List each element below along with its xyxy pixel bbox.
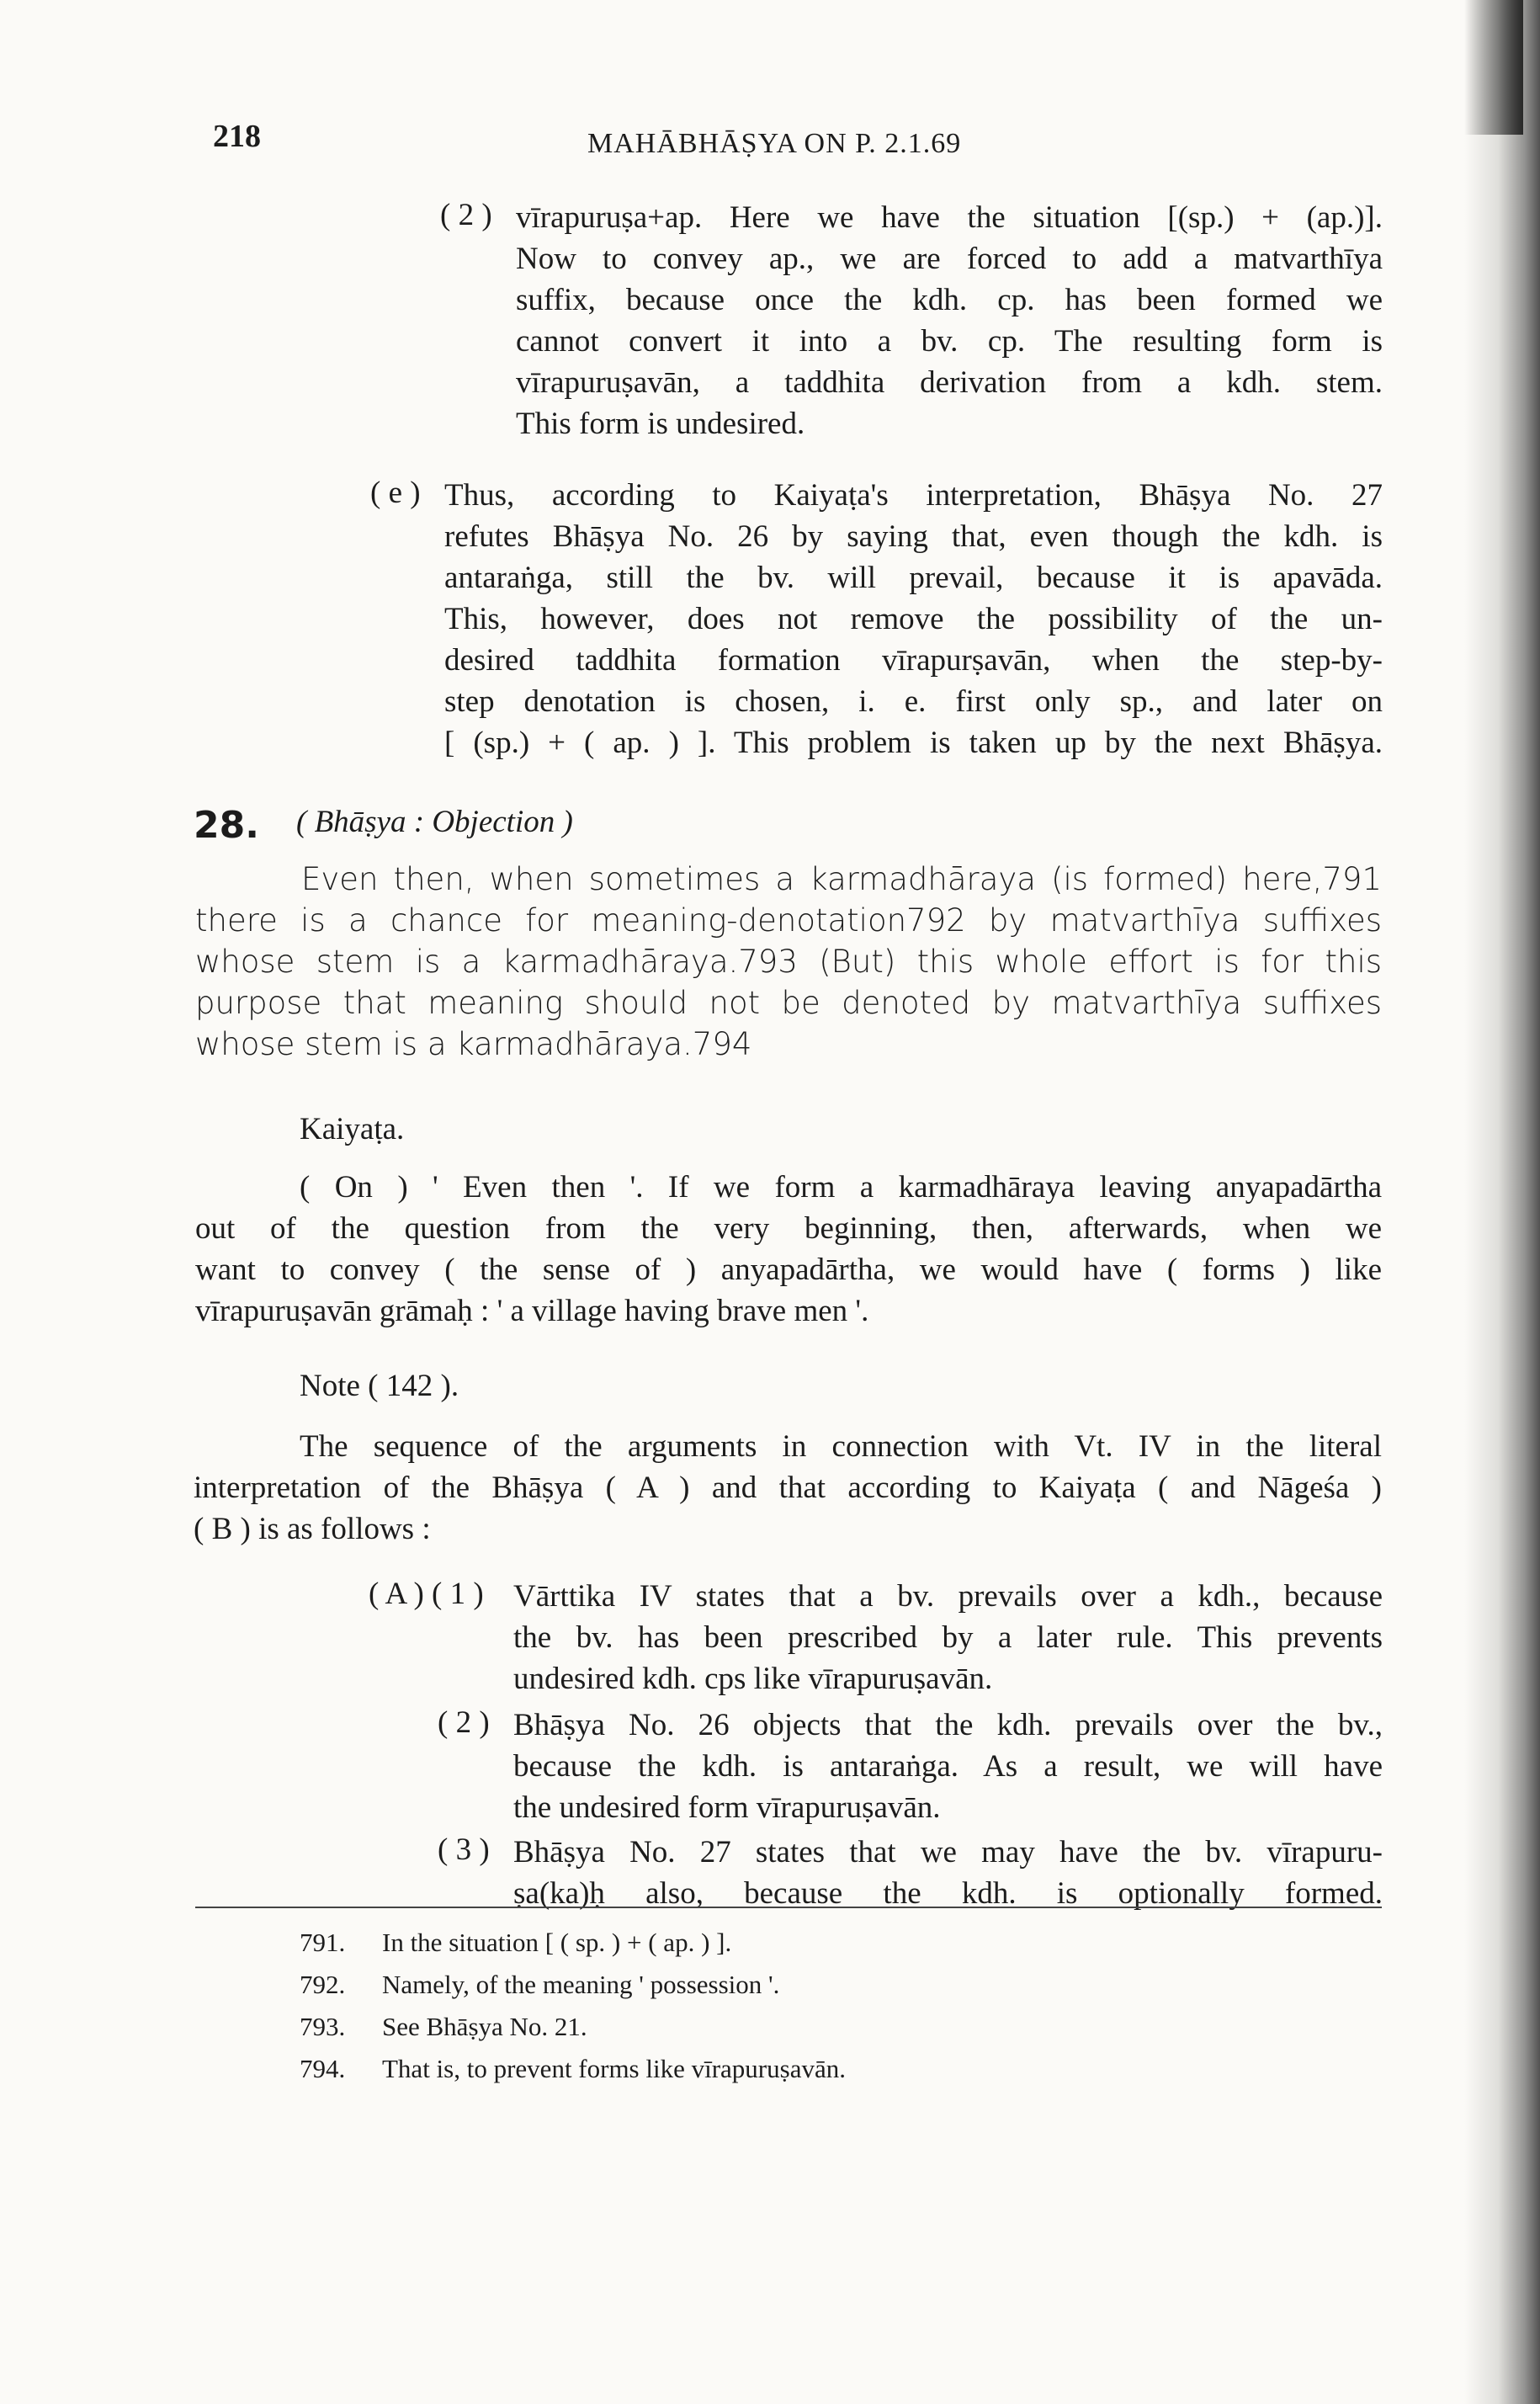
footnote-text: See Bhāṣya No. 21. — [382, 2012, 587, 2041]
section-number: 28. — [194, 804, 259, 847]
footnote-text: In the situation [ ( sp. ) + ( ap. ) ]. — [382, 1928, 732, 1957]
text-line: This form is undesired. — [516, 407, 805, 441]
case-e-text — [444, 475, 1383, 763]
footnote-text: That is, to prevent forms like vīrapuruṣavān. — [382, 2054, 846, 2083]
text-line: ( On ) ' Even then '. If we form a karmadhāraya leaving anyapadārtha — [300, 1170, 1382, 1205]
text-line: want to convey ( the sense of ) anyapadārtha, we would have ( forms ) like — [195, 1253, 1382, 1287]
section-title: ( Bhāṣya : Objection ) — [296, 805, 573, 839]
kaiyata-text — [195, 1167, 1382, 1332]
case-2-label: ( 2 ) — [440, 198, 492, 232]
list-a-item-2-label: ( 2 ) — [438, 1705, 490, 1740]
text-line: Vārttika IV states that a bv. prevails over a kdh., because — [513, 1579, 1383, 1614]
text-line: vīrapuruṣavān grāmaḥ : ' a village having brave men '. — [195, 1294, 869, 1328]
case-e-label: ( e ) — [370, 476, 421, 510]
footnote-number: 792. — [300, 1970, 346, 1999]
text-line: interpretation of the Bhāṣya ( A ) and that according to Kaiyaṭa ( and Nāgeśa ) — [194, 1471, 1382, 1505]
text-line: the undesired form vīrapuruṣavān. — [513, 1790, 941, 1825]
footnote-text: Namely, of the meaning ' possession '. — [382, 1970, 780, 1999]
list-a-item-1 — [513, 1576, 1383, 1699]
footnote-number: 793. — [300, 2012, 346, 2041]
text-line: whose stem is a karmadhāraya.794 — [195, 1026, 752, 1062]
text-line: Bhāṣya No. 26 objects that the kdh. prevails over the bv., — [513, 1708, 1383, 1742]
page-edge-shadow-top — [1464, 0, 1523, 135]
page-edge-shadow — [1464, 0, 1540, 2404]
running-head: MAHĀBHĀṢYA ON P. 2.1.69 — [587, 128, 962, 159]
text-line: This, however, does not remove the possibility of the un- — [444, 602, 1383, 636]
text-line: there is a chance for meaning-denotation792 by matvarthīya suffixes — [195, 902, 1382, 939]
text-line: [ (sp.) + ( ap. ) ]. This problem is taken up by the next Bhāṣya. — [444, 726, 1383, 760]
text-line: Thus, according to Kaiyaṭa's interpretation, Bhāṣya No. 27 — [444, 478, 1383, 513]
list-a-item-3-label: ( 3 ) — [438, 1832, 490, 1867]
text-line: because the kdh. is antaraṅga. As a result, we will have — [513, 1749, 1383, 1784]
text-line: ṣa(ka)ḥ also, because the kdh. is optionally formed. — [513, 1876, 1383, 1911]
list-a-label: ( A ) ( 1 ) — [369, 1577, 484, 1611]
text-line: antaraṅga, still the bv. will prevail, because it is apavāda. — [444, 561, 1383, 595]
note-text — [194, 1426, 1382, 1550]
case-2-text — [516, 197, 1383, 444]
text-line: refutes Bhāṣya No. 26 by saying that, even though the kdh. is — [444, 519, 1383, 554]
note-heading: Note ( 142 ). — [300, 1369, 459, 1403]
text-line: vīrapuruṣa+ap. Here we have the situation [(sp.) + (ap.)]. — [516, 200, 1383, 235]
footnote-rule — [195, 1907, 1382, 1908]
page-number: 218 — [213, 119, 261, 154]
text-line: Now to convey ap., we are forced to add a matvarthīya — [516, 242, 1383, 276]
text-line: undesired kdh. cps like vīrapuruṣavān. — [513, 1662, 993, 1696]
text-line: The sequence of the arguments in connection with Vt. IV in the literal — [300, 1429, 1382, 1464]
text-line: cannot convert it into a bv. cp. The resulting form is — [516, 324, 1383, 359]
text-line: desired taddhita formation vīrapurṣavān, when the step-by- — [444, 643, 1383, 678]
text-line: ( B ) is as follows : — [194, 1512, 431, 1546]
list-a-item-3 — [513, 1832, 1383, 1914]
kaiyata-heading: Kaiyaṭa. — [300, 1112, 405, 1146]
text-line: purpose that meaning should not be denoted by matvarthīya suffixes — [195, 985, 1382, 1021]
text-line: suffix, because once the kdh. cp. has been formed we — [516, 283, 1383, 317]
footnote-number: 791. — [300, 1928, 346, 1957]
section-28-text — [195, 859, 1382, 1065]
text-line: Even then, when sometimes a karmadhāraya (is formed) here,791 — [301, 861, 1382, 897]
text-line: out of the question from the very beginning, then, afterwards, when we — [195, 1211, 1382, 1246]
text-line: step denotation is chosen, i. e. first only sp., and later on — [444, 684, 1383, 719]
text-line: Bhāṣya No. 27 states that we may have the bv. vīrapuru- — [513, 1835, 1383, 1869]
list-a-item-2 — [513, 1705, 1383, 1828]
text-line: vīrapuruṣavān, a taddhita derivation from a kdh. stem. — [516, 365, 1383, 400]
footnote-number: 794. — [300, 2054, 346, 2083]
text-line: whose stem is a karmadhāraya.793 (But) this whole effort is for this — [195, 944, 1382, 980]
text-line: the bv. has been prescribed by a later rule. This prevents — [513, 1620, 1383, 1655]
